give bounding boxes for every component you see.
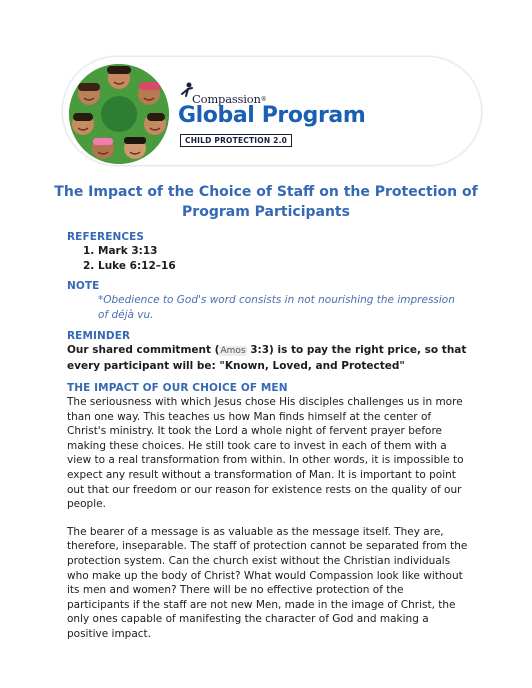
program-title: Global Program [178,103,366,128]
note-section [67,280,467,323]
note-heading: NOTE [67,280,100,292]
amos-reference: Amos [220,346,246,356]
references-section [67,231,467,273]
children-photo [69,64,169,164]
logo-text: Compassion [192,92,261,106]
program-badge: CHILD PROTECTION 2.0 [180,134,292,147]
registered-mark: ® [260,96,267,103]
children-photo-image [69,64,169,164]
note-text: *Obedience to God's word consists in not nourishing the impression of déjà vu. [98,294,455,321]
impact-section [67,382,469,642]
references-list [67,244,467,273]
reminder-text: Our shared commitment (Amos 3:3) is to pay the right price, so that every participant will be: "Known, Loved, and Protected" [67,344,467,372]
list-item: 2. Luke 6:12–16 [83,259,176,272]
impact-heading: THE IMPACT OF OUR CHOICE OF MEN [67,382,288,394]
references-heading: REFERENCES [67,231,145,243]
impact-paragraph-1: The seriousness with which Jesus chose His disciples challenges us in more than one way. This teaches us how Man finds himself at the center of Christ's ministry. It took the Lord a whole night of fervent prayer before making these choices. He still took care to invest in each of them with a view to a real transformation from within. In other words, it is impossible to expect any result without a transformation of Man. It is important to point out that our freedom or our reason for existence rests on the quality of our people. [67,396,464,511]
reminder-section [67,330,477,373]
reminder-heading: REMINDER [67,330,131,342]
list-item: 1. Mark 3:13 [83,245,158,257]
impact-paragraph-2: The bearer of a message is as valuable as the message itself. They are, therefore, inseparable. The staff of protection cannot be separated from the protection system. Can the church exist without the Christian individuals who make up the body of Christ? What would Compassion look like without its men and women? There will be no effective protection of the participants if the staff are not new Men, made in the image of Christ, the only ones capable of manifesting the character of God and making a positive impact. [67,525,468,640]
document-title: The Impact of the Choice of Staff on the Protection of Program Participants [54,184,478,220]
